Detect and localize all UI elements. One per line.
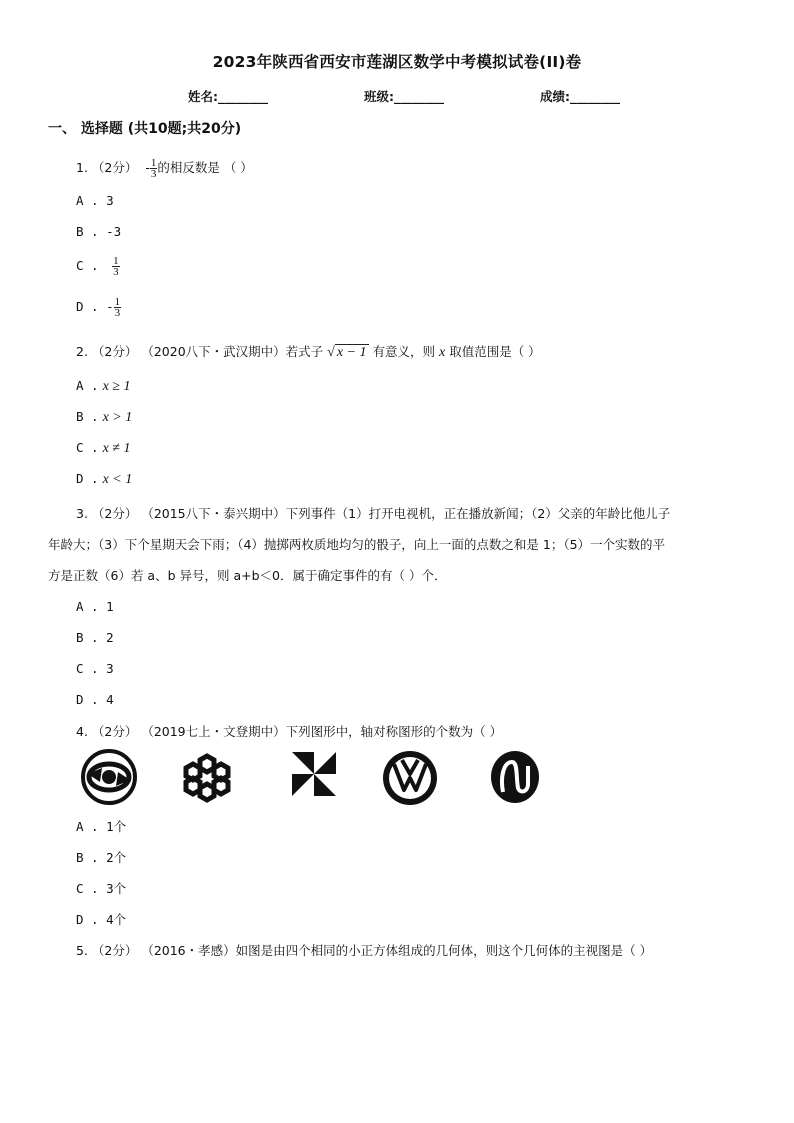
- q2-option-c: C . x ≠ 1: [76, 440, 131, 456]
- q1-text: 的相反数是 （ ）: [157, 160, 253, 175]
- q2-option-d: D . x < 1: [76, 471, 133, 487]
- q2-number: 2. （2分）: [76, 344, 138, 359]
- q4-option-b: B . 2个: [76, 850, 127, 865]
- section-heading: 一、 选择题 (共10题;共20分): [48, 121, 242, 137]
- score-field-label: 成绩:________: [540, 89, 620, 104]
- q1-minus: -: [145, 160, 150, 175]
- swirl-logo-icon: [488, 748, 542, 806]
- q2-option-a: A . x ≥ 1: [76, 378, 131, 394]
- question-5: 5. （2分） （2016・孝感）如图是由四个相同的小正方体组成的几何体，则这个几何体的主视图是（ ）: [76, 943, 653, 958]
- q4-option-c: C . 3个: [76, 881, 127, 896]
- q1-option-b: B . -3: [76, 224, 122, 239]
- q2-source: （2020八下・武汉期中）若式子: [141, 344, 324, 359]
- pinwheel-icon: [288, 748, 340, 800]
- q3-option-b: B . 2: [76, 630, 114, 645]
- name-field-label: 姓名:________: [188, 89, 268, 104]
- q1-number: 1. （2分）: [76, 160, 138, 175]
- question-1: [76, 158, 253, 179]
- q4-figures: [76, 748, 556, 808]
- q2-sqrt-expression: √ x − 1: [327, 345, 367, 360]
- q4-option-d: D . 4个: [76, 912, 127, 927]
- q1-option-c: C . $\frac{1}{3}$: [76, 255, 119, 278]
- q3-option-a: A . 1: [76, 599, 114, 614]
- hexagon-flower-icon: [176, 748, 238, 808]
- q1-fraction: $\frac{1}{3}$: [150, 157, 157, 180]
- q1-option-d: D . - $\frac{1}{3}$: [76, 296, 121, 319]
- class-field-label: 班级:________: [364, 89, 444, 104]
- q3-option-d: D . 4: [76, 692, 114, 707]
- q3-line-2: 年龄大；（3）下个星期天会下雨；（4）抛掷两枚质地均匀的骰子，向上一面的点数之和是 1；（5）一个实数的平: [48, 537, 666, 552]
- page-title: 2023年陕西省西安市莲湖区数学中考模拟试卷(II)卷: [212, 53, 582, 71]
- question-2: 2. （2分） （2020八下・武汉期中）若式子 √ x − 1 有意义，则 x 取值范围是（ ）: [76, 344, 541, 360]
- q2-option-b: B . x > 1: [76, 409, 133, 425]
- q4-option-a: A . 1个: [76, 819, 127, 834]
- question-4: 4. （2分） （2019七上・文登期中）下列图形中，轴对称图形的个数为（ ）: [76, 724, 503, 739]
- vw-logo-icon: [380, 748, 440, 808]
- q3-line-1: 3. （2分） （2015八下・泰兴期中）下列事件（1）打开电视机，正在播放新闻；（2）父亲的年龄比他儿子: [76, 506, 671, 521]
- circular-emblem-icon: [80, 748, 138, 806]
- q3-option-c: C . 3: [76, 661, 114, 676]
- q3-line-3: 方是正数（6）若 a、b 异号，则 a+b＜0．属于确定事件的有（ ）个．: [48, 568, 447, 583]
- q1-option-a: A . 3: [76, 193, 114, 208]
